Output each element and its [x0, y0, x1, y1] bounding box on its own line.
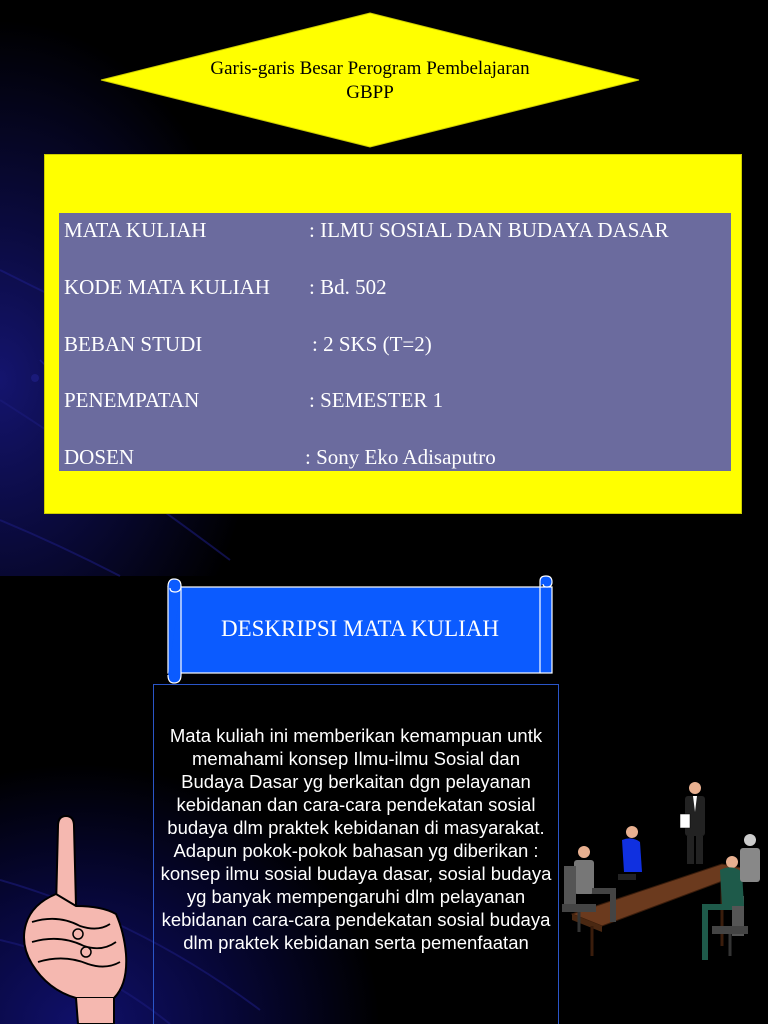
info-row-code	[64, 275, 729, 305]
info-value: : Sony Eko Adisaputro	[305, 445, 496, 469]
info-label: DOSEN	[64, 445, 135, 469]
business-meeting-clipart-icon	[562, 776, 768, 976]
title-line-2: GBPP	[346, 82, 394, 103]
info-row-lecturer	[64, 445, 729, 475]
info-label: MATA KULIAH	[64, 218, 207, 242]
description-text: Mata kuliah ini memberikan kemampuan untk memahami konsep Ilmu-ilmu Sosial dan Budaya Dasar yg berkaitan dgn pelayanan kebidanan dan cara-cara pendekatan sosial budaya dlm praktek kebidanan di masyarakat. Adapun pokok-pokok bahasan yg diberikan : konsep ilmu sosial budaya dasar, sosial budaya yg banyak mempengaruhi dlm pelayanan kebidanan cara-cara pendekatan sosial budaya dlm praktek kebidanan serta pemenfaatan	[160, 725, 552, 953]
info-value: : ILMU SOSIAL DAN BUDAYA DASAR	[309, 218, 669, 242]
info-value: : Bd. 502	[309, 275, 387, 299]
page-title	[160, 57, 580, 105]
course-info-table	[59, 213, 731, 471]
raised-index-finger-hand-icon	[18, 814, 136, 1024]
info-row-placement	[64, 388, 729, 418]
info-row-course	[64, 218, 729, 248]
info-label: PENEMPATAN	[64, 388, 200, 412]
info-row-credits	[64, 332, 729, 362]
info-value: : 2 SKS (T=2)	[312, 332, 432, 356]
info-label: BEBAN STUDI	[64, 332, 203, 356]
title-line-1: Garis-garis Besar Perogram Pembelajaran	[210, 58, 530, 79]
course-info-panel	[44, 154, 742, 514]
info-label: KODE MATA KULIAH	[64, 275, 270, 299]
banner-title: DESKRIPSI MATA KULIAH	[220, 616, 499, 641]
info-value: : SEMESTER 1	[309, 388, 444, 412]
